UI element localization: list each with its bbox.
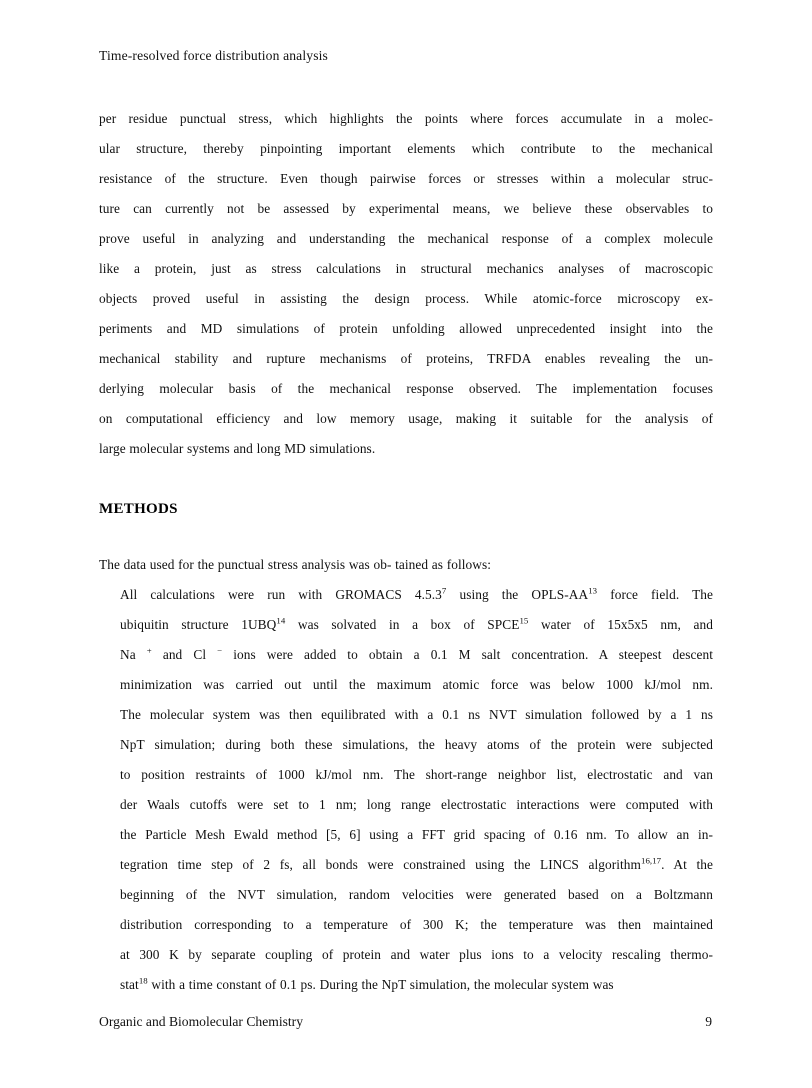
text-line: to position restraints of 1000 kJ/mol nm. The short-range neighbor list, electrostatic and van bbox=[120, 767, 713, 782]
paragraph-text: The data used for the punctual stress analysis was ob- tained as follows: bbox=[99, 557, 491, 572]
text-line: stat$^{18}$ with a time constant of 0.1 ps. During the NpT simulation, the molecular system was bbox=[120, 975, 614, 992]
text-line: large molecular systems and long MD simulations. bbox=[99, 441, 376, 456]
text-line: ture can currently not be assessed by experimental means, we believe these observables to bbox=[99, 201, 713, 216]
methods-body-paragraph bbox=[99, 580, 713, 1000]
text-line: the Particle Mesh Ewald method [5, 6] using a FFT grid spacing of 0.16 nm. To allow an in- bbox=[120, 827, 713, 842]
text-line: resistance of the structure. Even though pairwise forces or stresses within a molecular struc- bbox=[99, 171, 713, 186]
citation-superscript: + bbox=[146, 645, 152, 656]
citation-superscript: 7 bbox=[441, 585, 447, 596]
text-line: per residue punctual stress, which highlights the points where forces accumulate in a molec- bbox=[99, 111, 713, 126]
citation-superscript: − bbox=[217, 645, 223, 656]
methods-intro-paragraph bbox=[99, 550, 713, 580]
footer-page-number: 9 bbox=[705, 1014, 712, 1029]
text-line: periments and MD simulations of protein unfolding allowed unprecedented insight into the bbox=[99, 321, 713, 336]
citation-superscript: 13 bbox=[588, 585, 598, 596]
text-line: objects proved useful in assisting the design process. While atomic-force microscopy ex- bbox=[99, 291, 713, 306]
text-line: The molecular system was then equilibrated with a 0.1 ns NVT simulation followed by a 1 ns bbox=[120, 707, 713, 722]
running-header: Time-resolved force distribution analysis bbox=[99, 48, 328, 63]
text-line: ular structure, thereby pinpointing important elements which contribute to the mechanical bbox=[99, 141, 713, 156]
paragraph-continuation bbox=[99, 104, 713, 464]
text-line: derlying molecular basis of the mechanical response observed. The implementation focuses bbox=[99, 381, 713, 396]
paragraph-text bbox=[99, 104, 713, 464]
section-heading-methods: METHODS bbox=[99, 501, 178, 517]
text-line: minimization was carried out until the maximum atomic force was below 1000 kJ/mol nm. bbox=[120, 677, 713, 692]
text-line: distribution corresponding to a temperature of 300 K; the temperature was then maintained bbox=[120, 917, 713, 932]
text-line: ubiquitin structure 1UBQ$^{14}$ was solvated in a box of SPCE$^{15}$ water of 15x5x5 nm, and bbox=[120, 615, 713, 632]
citation-superscript: 16,17 bbox=[641, 855, 662, 866]
text-line: on computational efficiency and low memory usage, making it suitable for the analysis of bbox=[99, 411, 713, 426]
citation-superscript: 18 bbox=[138, 975, 148, 986]
citation-superscript: 15 bbox=[519, 615, 529, 626]
text-line: mechanical stability and rupture mechanisms of proteins, TRFDA enables revealing the un- bbox=[99, 351, 713, 366]
paragraph-text bbox=[99, 580, 713, 1000]
page-footer bbox=[99, 1012, 712, 1032]
text-line: prove useful in analyzing and understanding the mechanical response of a complex molecule bbox=[99, 231, 713, 246]
text-line: Na + and Cl − ions were added to obtain a 0.1 M salt concentration. A steepest descent bbox=[120, 645, 713, 662]
footer-journal-title: Organic and Biomolecular Chemistry bbox=[99, 1014, 303, 1029]
text-line: NpT simulation; during both these simulations, the heavy atoms of the protein were subjected bbox=[120, 737, 713, 752]
citation-superscript: 14 bbox=[276, 615, 286, 626]
text-line: beginning of the NVT simulation, random velocities were generated based on a Boltzmann bbox=[120, 887, 713, 902]
text-line: at 300 K by separate coupling of protein and water plus ions to a velocity rescaling thermo- bbox=[120, 947, 713, 962]
text-line: der Waals cutoffs were set to 1 nm; long range electrostatic interactions were computed with bbox=[120, 797, 713, 812]
text-line: All calculations were run with GROMACS 4.5.3$^7$ using the OPLS-AA$^{13}$ force field. The bbox=[120, 585, 714, 602]
text-line: tegration time step of 2 fs, all bonds were constrained using the LINCS algorithm$^{16,17}$. At the bbox=[120, 855, 713, 872]
text-line: like a protein, just as stress calculations in structural mechanics analyses of macroscopic bbox=[99, 261, 713, 276]
